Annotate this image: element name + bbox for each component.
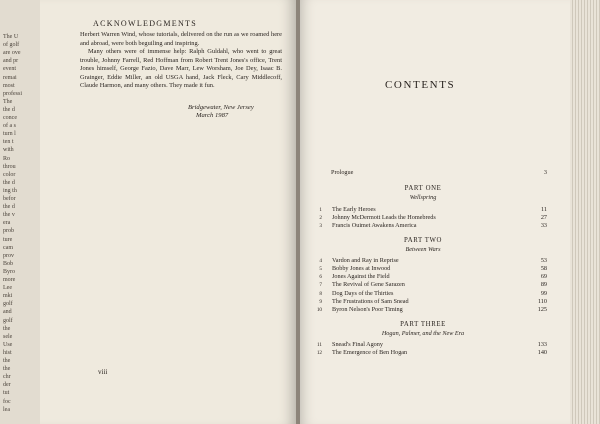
underlying-text-fragment: golf — [3, 317, 13, 324]
toc-entry-page: 3 — [543, 169, 547, 176]
underlying-text-fragment: of golf — [3, 42, 20, 49]
underlying-text-fragment: Ro — [3, 155, 11, 162]
underlying-text-fragment: remai — [3, 74, 17, 81]
toc-entry-title: Prologue — [331, 169, 354, 176]
toc-entry[interactable] — [310, 281, 547, 289]
underlying-text-fragment: most — [3, 82, 15, 89]
toc-entry[interactable] — [310, 349, 547, 357]
toc-entry-number: 4 — [319, 258, 322, 264]
toc-entry-title: Dog Days of the Thirties — [332, 290, 394, 297]
underlying-text-fragment: the — [3, 358, 11, 364]
underlying-text-fragment: color — [3, 171, 16, 178]
underlying-text-fragment: the — [3, 325, 11, 332]
toc-entry-title: The Early Heroes — [332, 206, 376, 213]
underlying-text-fragment: Byro — [3, 268, 15, 275]
part-heading: PART ONE — [404, 185, 442, 192]
underlying-text-fragment: lea — [3, 406, 10, 413]
underlying-text-fragment: Use — [3, 341, 13, 348]
acknowledgments-heading: ACKNOWLEDGMENTS — [93, 19, 197, 28]
toc-entry-page: 27 — [540, 214, 547, 221]
toc-entry[interactable] — [310, 214, 547, 222]
toc-entry[interactable] — [310, 298, 547, 306]
underlying-text-fragment: ing th — [3, 187, 17, 194]
acknowledgments-body — [80, 31, 282, 91]
toc-entry[interactable] — [310, 257, 547, 265]
toc-entry[interactable] — [310, 273, 547, 281]
underlying-text-fragment: with — [3, 147, 14, 154]
toc-entry-title: The Emergence of Ben Hogan — [332, 349, 408, 356]
underlying-text-fragment: and pr — [3, 58, 19, 65]
toc-entry-page: 33 — [540, 222, 547, 229]
toc-entry-number: 5 — [319, 266, 322, 272]
underlying-text-fragment: conce — [3, 115, 17, 121]
underlying-text-fragment: sele — [3, 333, 13, 340]
toc-entry-page: 58 — [540, 265, 547, 272]
part-subtitle: Between Wars — [405, 246, 441, 253]
toc-entry-number: 12 — [316, 350, 322, 356]
toc-entry-title: Johnny McDermott Leads the Homebreds — [332, 214, 436, 221]
part-heading: PART TWO — [403, 237, 443, 244]
toc-entry[interactable] — [310, 265, 547, 273]
acknowledgments-paragraph: Herbert Warren Wind, whose tutorials, delivered on the run as we roamed here and abroad, were both beguiling and inspiring. — [80, 31, 282, 47]
underlying-text-fragment: hist — [3, 349, 12, 356]
toc-entry-page: 89 — [540, 281, 547, 288]
signoff-date: March 1987 — [196, 112, 229, 119]
underlying-text-fragment: the d — [3, 204, 15, 211]
underlying-text-fragment: professi — [3, 90, 22, 97]
toc-entry-title: The Frustrations of Sam Snead — [332, 298, 409, 305]
toc-entry-title: Jones Against the Field — [332, 273, 390, 280]
toc-entry-number: 1 — [319, 207, 322, 213]
underlying-text-fragment: the d — [3, 179, 15, 186]
toc-entry-title: Francis Ouimet Awakens America — [332, 222, 417, 229]
toc-entry-number: 9 — [319, 299, 322, 305]
contents-title: CONTENTS — [385, 79, 456, 91]
underlying-text-fragment: the d — [3, 106, 15, 113]
underlying-page — [0, 0, 40, 424]
underlying-text-fragment: mki — [3, 293, 13, 300]
acknowledgments-paragraph: Many others were of immense help: Ralph Guldahl, who went to great trouble, Johnny Farrell, Red Hoffman from Robert Trent Jones's office, Trent Jones himself, George Fazio, Dave Marr, Lew Worsham, Joe Dey, Isaac B. Grainger, Eddie Miller, an old USGA hand, Jack Fleck, Cary Middlecoff, Claude Harmon, and many others. They made it fun. — [80, 48, 282, 89]
toc-entry-number: 2 — [319, 215, 322, 221]
toc-entry-title: The Revival of Gene Sarazen — [332, 281, 405, 288]
toc-entry[interactable] — [310, 222, 547, 230]
part-subtitle: Hogan, Palmer, and the New Era — [381, 330, 465, 337]
part-heading: PART THREE — [400, 321, 446, 328]
underlying-text-fragment: Lee — [3, 285, 12, 292]
underlying-text-fragment: the — [3, 366, 11, 373]
toc-entry[interactable] — [310, 306, 547, 314]
toc-entry-page: 53 — [540, 257, 547, 264]
toc-entry-number: 8 — [319, 291, 322, 297]
toc-entry-page: 140 — [537, 349, 547, 356]
underlying-text-fragment: The U — [3, 34, 19, 40]
toc-entry-title: Bobby Jones at Inwood — [332, 265, 391, 272]
underlying-text-fragment: cam — [3, 244, 13, 251]
underlying-text-fragment: foc — [3, 398, 11, 405]
toc-entry-page: 11 — [541, 206, 547, 213]
toc-entry-page: 110 — [537, 298, 547, 305]
underlying-text-fragment: The — [3, 98, 13, 105]
underlying-text-fragment: Bob — [3, 260, 14, 267]
underlying-text-fragment: era — [3, 220, 11, 227]
toc-prologue[interactable] — [310, 169, 547, 177]
toc-entry-number: 3 — [319, 223, 322, 229]
book-gutter — [296, 0, 300, 424]
underlying-text-fragment: der — [3, 382, 11, 389]
page-edges — [570, 0, 600, 424]
toc-entry[interactable] — [310, 206, 547, 214]
underlying-text-fragment: throu — [3, 163, 16, 170]
toc-entry-number: 11 — [317, 342, 322, 348]
underlying-text-fragment: event — [3, 66, 16, 73]
toc-entry-title: Byron Nelson's Poor Timing — [332, 306, 403, 313]
underlying-text-fragment: ten t — [3, 139, 14, 146]
toc-entry-title: Vardon and Ray in Reprise — [332, 257, 399, 264]
underlying-text-fragment: chr — [3, 374, 11, 381]
toc-entry-page: 69 — [540, 273, 547, 280]
underlying-text-fragment: prob — [3, 228, 14, 235]
underlying-text-fragment: turn l — [3, 131, 16, 138]
toc-entry[interactable] — [310, 341, 547, 349]
toc-entry-number: 10 — [316, 307, 322, 313]
underlying-text-fragment: and — [3, 309, 12, 316]
underlying-text-fragment: ture — [3, 236, 13, 243]
page-number: viii — [98, 368, 108, 376]
underlying-text-fragment: tut — [3, 390, 10, 397]
underlying-text-fragment: befor — [3, 196, 16, 202]
underlying-text-fragment: golf — [3, 301, 13, 308]
part-subtitle: Wellspring — [409, 194, 437, 201]
underlying-text-fragment: the v — [3, 212, 15, 219]
toc-entry-page: 99 — [540, 290, 547, 297]
signoff-place: Bridgewater, New Jersey — [188, 104, 254, 111]
toc-entry[interactable] — [310, 290, 547, 298]
toc-entry-number: 7 — [319, 282, 322, 288]
toc-entry-page: 133 — [537, 341, 547, 348]
toc-entry-title: Snead's Final Agony — [332, 341, 383, 348]
underlying-text-fragment: prov — [3, 252, 14, 259]
underlying-text-fragment: of a s — [3, 123, 16, 130]
toc-entry-number: 6 — [319, 274, 322, 280]
toc-entry-page: 125 — [537, 306, 547, 313]
underlying-text-fragment: more — [3, 277, 16, 283]
underlying-text-fragment: are ove — [3, 50, 21, 57]
